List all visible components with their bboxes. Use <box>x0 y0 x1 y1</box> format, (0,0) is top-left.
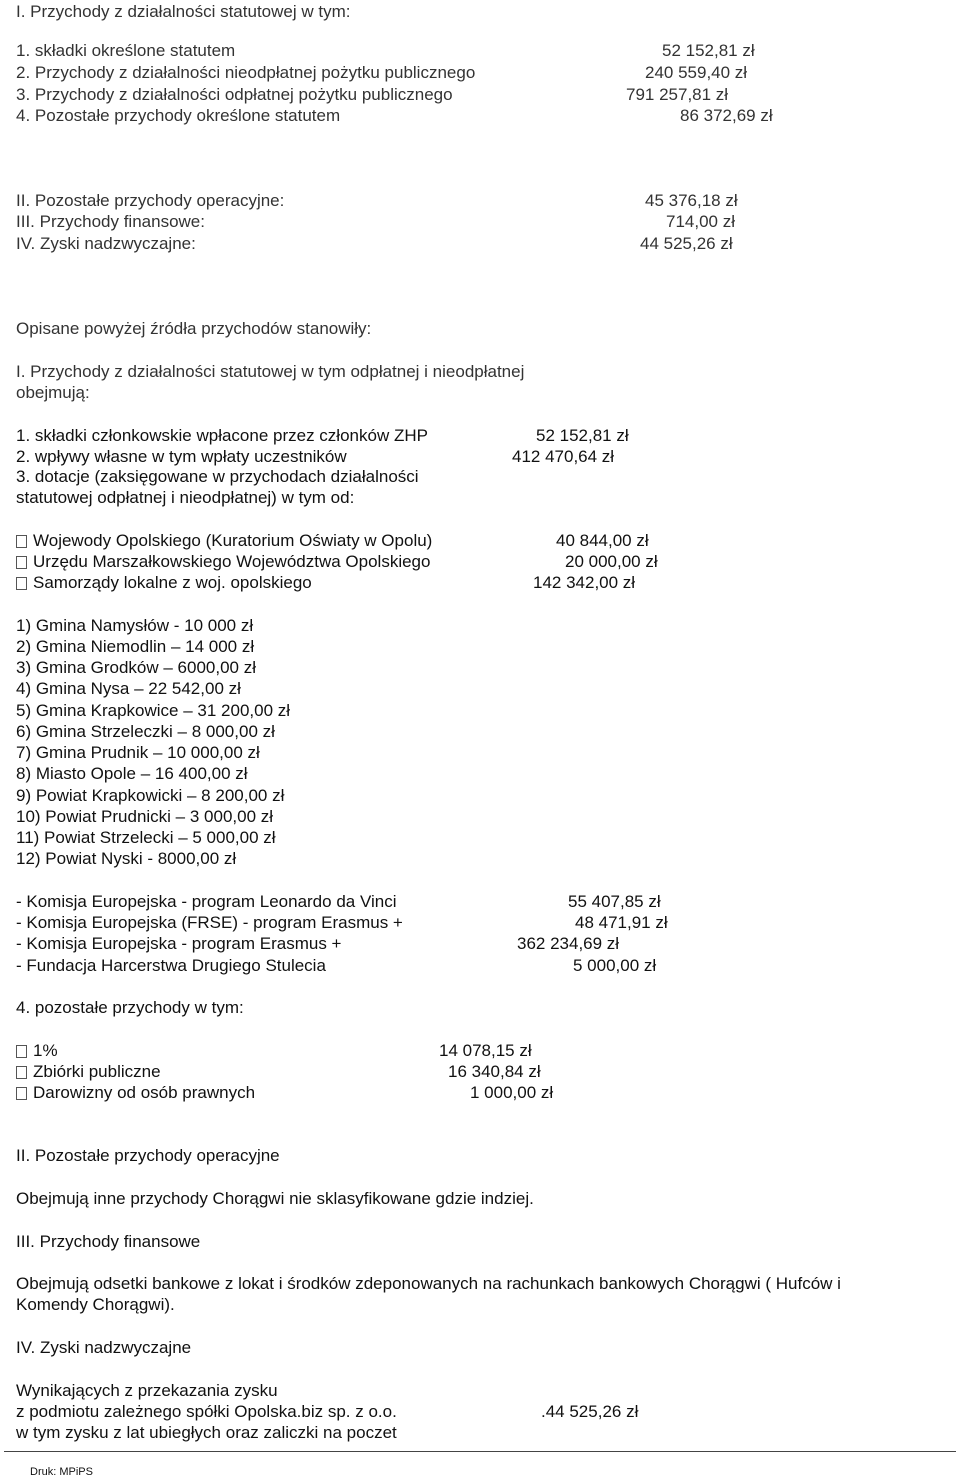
section-description: Obejmują odsetki bankowe z lokat i środków zdeponowanych na rachunkach bankowych Chorągwi ( Hufców i <box>16 1274 841 1293</box>
other-income-value: 1 000,00 zł <box>470 1083 554 1102</box>
dotacja-item-value: 20 000,00 zł <box>565 552 658 571</box>
line-item-value: 45 376,18 zł <box>645 191 738 210</box>
line-item-label: III. Przychody finansowe: <box>16 212 205 231</box>
line-item-value: 412 470,64 zł <box>512 447 615 466</box>
footer-divider <box>4 1451 956 1452</box>
gmina-item: 8) Miasto Opole – 16 400,00 zł <box>16 764 248 783</box>
line-item-label-cont: statutowej odpłatnej i nieodpłatnej) w tym od: <box>16 488 355 507</box>
other-income-value: 16 340,84 zł <box>448 1062 541 1081</box>
line-item-value: 240 559,40 zł <box>645 63 748 82</box>
dotacja-item-label: Wojewody Opolskiego (Kuratorium Oświaty w Opolu) <box>16 531 432 551</box>
line-item-label: II. Pozostałe przychody operacyjne: <box>16 191 285 210</box>
section-description: Obejmują inne przychody Chorągwi nie sklasyfikowane gdzie indziej. <box>16 1189 534 1208</box>
line-item-label: 2. wpływy własne w tym wpłaty uczestników <box>16 447 347 466</box>
gmina-item: 10) Powiat Prudnicki – 3 000,00 zł <box>16 807 274 826</box>
grant-item-value: 362 234,69 zł <box>517 934 620 953</box>
grant-item-value: 5 000,00 zł <box>573 956 657 975</box>
extraordinary-gains-value: .44 525,26 zł <box>541 1402 639 1421</box>
section-heading-statutory-detail-cont: obejmują: <box>16 383 90 402</box>
dotacja-item-label: Samorządy lokalne z woj. opolskiego <box>16 573 312 593</box>
line-item-label: 3. dotacje (zaksięgowane w przychodach działalności <box>16 467 419 486</box>
section-description-cont: w tym zysku z lat ubiegłych oraz zaliczki na poczet <box>16 1423 397 1442</box>
gmina-item: 5) Gmina Krapkowice – 31 200,00 zł <box>16 701 291 720</box>
section-heading-operating-income: II. Pozostałe przychody operacyjne <box>16 1146 280 1165</box>
other-income-value: 14 078,15 zł <box>439 1041 532 1060</box>
gmina-item: 2) Gmina Niemodlin – 14 000 zł <box>16 637 255 656</box>
section-heading-statutory-detail: I. Przychody z działalności statutowej w tym odpłatnej i nieodpłatnej <box>16 362 525 381</box>
footer-print-label: Druk: MPiPS <box>30 1466 93 1478</box>
gmina-item: 3) Gmina Grodków – 6000,00 zł <box>16 658 257 677</box>
line-item-label: 3. Przychody z działalności odpłatnej pożytku publicznego <box>16 85 453 104</box>
grant-item-value: 55 407,85 zł <box>568 892 661 911</box>
line-item-label: IV. Zyski nadzwyczajne: <box>16 234 196 253</box>
line-item-value: 791 257,81 zł <box>626 85 729 104</box>
line-item-value: 52 152,81 zł <box>536 426 629 445</box>
grant-item-value: 48 471,91 zł <box>575 913 668 932</box>
line-item-label: 4. Pozostałe przychody określone statutem <box>16 106 341 125</box>
section-heading-statutory-income: I. Przychody z działalności statutowej w tym: <box>16 2 351 21</box>
other-income-label: Zbiórki publiczne <box>16 1062 161 1082</box>
gmina-item: 7) Gmina Prudnik – 10 000,00 zł <box>16 743 260 762</box>
gmina-item: 9) Powiat Krapkowicki – 8 200,00 zł <box>16 786 285 805</box>
grant-item-label: - Komisja Europejska (FRSE) - program Erasmus + <box>16 913 403 932</box>
grant-item-label: - Komisja Europejska - program Leonardo da Vinci <box>16 892 397 911</box>
line-item-value: 714,00 zł <box>666 212 735 231</box>
gmina-item: 1) Gmina Namysłów - 10 000 zł <box>16 616 254 635</box>
dotacja-item-value: 142 342,00 zł <box>533 573 636 592</box>
line-item-value: 86 372,69 zł <box>680 106 773 125</box>
section-description-cont: Komendy Chorągwi). <box>16 1295 175 1314</box>
other-income-label: 1% <box>16 1041 58 1061</box>
line-item-label: 1. składki określone statutem <box>16 41 236 60</box>
gmina-item: 6) Gmina Strzeleczki – 8 000,00 zł <box>16 722 275 741</box>
line-item-label: 2. Przychody z działalności nieodpłatnej pożytku publicznego <box>16 63 476 82</box>
line-item-value: 52 152,81 zł <box>662 41 755 60</box>
gmina-item: 12) Powiat Nyski - 8000,00 zł <box>16 849 237 868</box>
sources-intro: Opisane powyżej źródła przychodów stanowiły: <box>16 319 372 338</box>
section-description-cont: z podmiotu zależnego spółki Opolska.biz sp. z o.o. <box>16 1402 397 1421</box>
dotacja-item-value: 40 844,00 zł <box>556 531 649 550</box>
other-income-label: Darowizny od osób prawnych <box>16 1083 255 1103</box>
section-heading-financial-income: III. Przychody finansowe <box>16 1232 201 1251</box>
section-heading-extraordinary-gains: IV. Zyski nadzwyczajne <box>16 1338 192 1357</box>
gmina-item: 11) Powiat Strzelecki – 5 000,00 zł <box>16 828 276 847</box>
section-description: Wynikających z przekazania zysku <box>16 1381 278 1400</box>
line-item-value: 44 525,26 zł <box>640 234 733 253</box>
gmina-item: 4) Gmina Nysa – 22 542,00 zł <box>16 679 241 698</box>
grant-item-label: - Fundacja Harcerstwa Drugiego Stulecia <box>16 956 326 975</box>
section-heading-other-income: 4. pozostałe przychody w tym: <box>16 998 244 1017</box>
line-item-label: 1. składki członkowskie wpłacone przez członków ZHP <box>16 426 428 445</box>
grant-item-label: - Komisja Europejska - program Erasmus + <box>16 934 342 953</box>
dotacja-item-label: Urzędu Marszałkowskiego Województwa Opolskiego <box>16 552 430 572</box>
